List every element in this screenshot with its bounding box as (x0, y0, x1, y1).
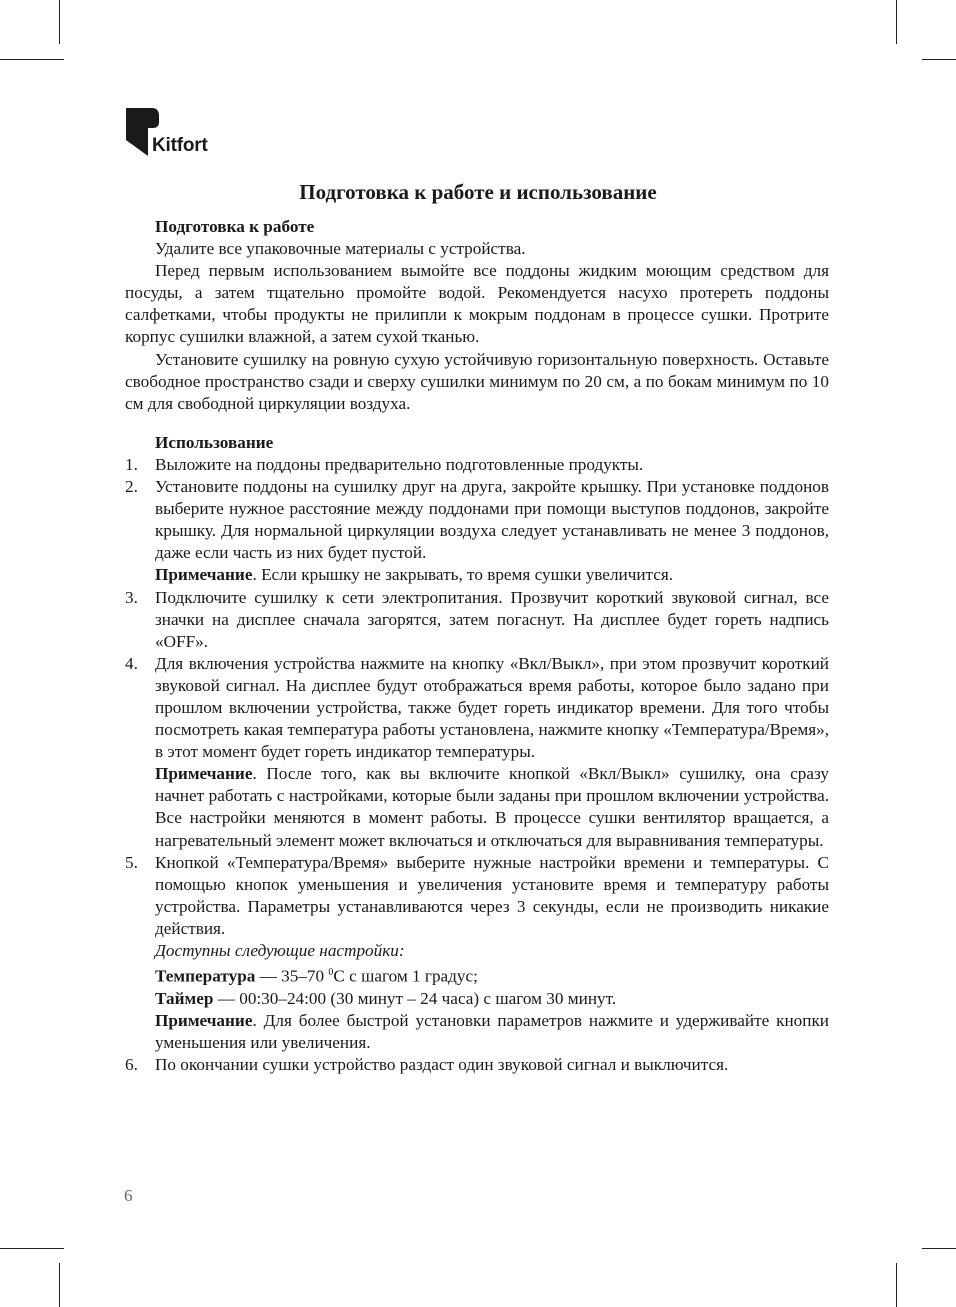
crop-mark (896, 1263, 897, 1307)
list-item: 6. По окончании сушки устройство раздаст один звуковой сигнал и выключится. (125, 1055, 729, 1075)
crop-mark (0, 59, 64, 60)
crop-mark (59, 0, 60, 44)
usage-steps-list (125, 454, 829, 1076)
list-item: 4. Для включения устройства нажмите на кнопку «Вкл/Выкл», при этом прозвучит короткий звуковой сигнал. На дисплее будут отображаться время работы, которое было задано при прошлом включении устройства, также будет гореть индикатор времени. Для того чтобы посмотреть какая температура работы установлена, нажмите кнопку «Температура/Время», в этот момент будет гореть индикатор температуры. Примечание. После того, как вы включите кнопкой «Вкл/Выкл» сушилку, она сразу начнет работать с настройками, которые были заданы при прошлом включении устройства. Все настройки меняются в момент работы. В процессе сушки вентилятор вращается, а нагревательный элемент может включаться и отключаться для выравнивания температуры. (125, 653, 829, 852)
crop-mark (922, 1248, 956, 1249)
crop-mark (922, 59, 956, 60)
section-heading-usage: Использование (155, 432, 274, 452)
page-title: Подготовка к работе и использование (299, 180, 657, 204)
list-item: 2. Установите поддоны на сушилку друг на друга, закройте крышку. При установке поддонов выберите нужное расстояние между поддонами при помощи выступов поддонов, закройте крышку. Для нормальной циркуляции воздуха следует устанавливать не менее 3 поддонов, даже если часть из них будет пустой. Примечание. Если крышку не закрывать, то время сушки увеличится. (125, 476, 829, 586)
note: Примечание. Если крышку не закрывать, то время сушки увеличится. (155, 565, 674, 585)
paragraph: Перед первым использованием вымойте все поддоны жидким моющим средством для посуды, а затем тщательно промойте водой. Рекомендуется насухо протереть поддоны салфетками, чтобы продукты не прилипли к мокрым поддонам в процессе сушки. Протрите корпус сушилки влажной, а затем сухой тканью. (125, 261, 829, 347)
note: Примечание. После того, как вы включите кнопкой «Вкл/Выкл» сушилку, она сразу начнет работать с настройками, которые были заданы при прошлом включении устройства. Все настройки меняются в момент работы. В процессе сушки вентилятор вращается, а нагревательный элемент может включаться и отключаться для выравнивания температуры. (155, 764, 829, 850)
page-number: 6 (124, 1186, 133, 1205)
list-item: 3. Подключите сушилку к сети электропитания. Прозвучит короткий звуковой сигнал, все значки на дисплее сначала загорятся, затем погаснут. На дисплее будет гореть надпись «OFF». (125, 587, 829, 651)
paragraph: Установите сушилку на ровную сухую устойчивую горизонтальную поверхность. Оставьте свободное пространство сзади и сверху сушилки минимум по 20 см, а по бокам минимум по 10 см для свободной циркуляции воздуха. (125, 349, 829, 413)
list-item: 5. Кнопкой «Температура/Время» выберите нужные настройки времени и температуры. С помощью кнопок уменьшения и увеличения установите время и температуру работы устройства. Параметры устанавливаются через 3 секунды, если не производить никакие действия. Доступны следующие настройки: Температура — 35–70 $^0$С с шагом 1 градус; Таймер — 00:30–24:00 (30 минут – 24 часа) с шагом 30 минут. Примечание. Для более быстрой установки параметров нажмите и удерживайте кнопки уменьшения или увеличения. (125, 852, 829, 1055)
kitfort-logo (126, 108, 226, 158)
settings-intro: Доступны следующие настройки: (155, 941, 405, 960)
paragraph: Удалите все упаковочные материалы с устройства. (155, 239, 526, 259)
kitfort-logo-text: Kitfort (152, 135, 208, 156)
section-heading-preparation: Подготовка к работе (155, 217, 315, 236)
list-item: 1. Выложите на поддоны предварительно подготовленные продукты. (125, 454, 644, 474)
crop-mark (896, 0, 897, 44)
crop-mark (59, 1263, 60, 1307)
crop-mark (0, 1248, 64, 1249)
document-body (125, 216, 829, 1076)
note: Примечание. Для более быстрой установки параметров нажмите и удерживайте кнопки уменьшения или увеличения. (155, 1011, 829, 1053)
setting-temperature: Температура — 35–70 $^0$С с шагом 1 градус; (155, 966, 478, 986)
setting-timer: Таймер — 00:30–24:00 (30 минут – 24 часа) с шагом 30 минут. (155, 988, 617, 1008)
